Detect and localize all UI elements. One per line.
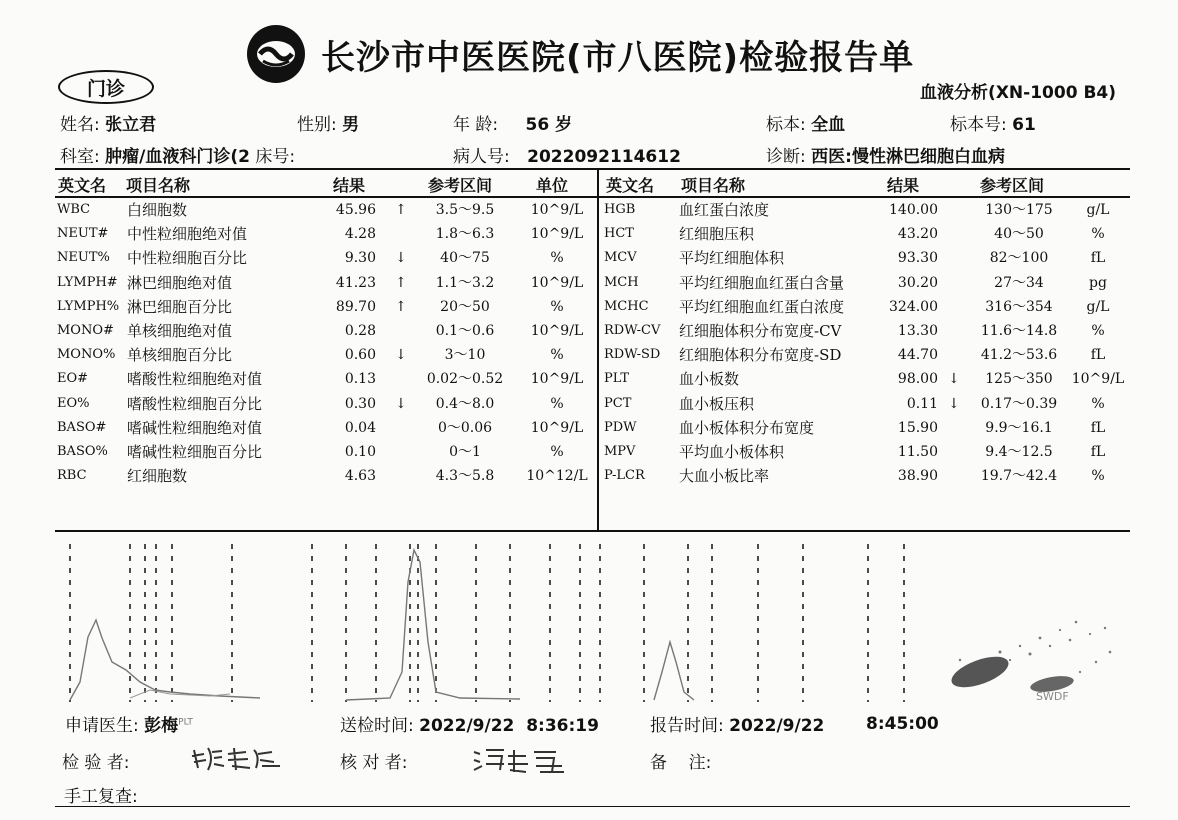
results_right-row-result: 38.90 — [897, 468, 938, 485]
results_left-row-unit: 10^9/L — [530, 371, 584, 388]
plt-histogram — [598, 542, 888, 704]
results_left-row-name: 淋巴细胞绝对值 — [127, 273, 233, 292]
results_left-row-code: MONO% — [57, 347, 116, 363]
results_left-row-unit: % — [550, 395, 564, 412]
results_right-row-result: 13.30 — [897, 323, 938, 339]
results_right-row-code: PLT — [604, 371, 629, 387]
patient-no: 2022092114612 — [527, 147, 681, 167]
results_right-row-code: HGB — [604, 202, 636, 217]
results_right-row-ref: 41.2～53.6 — [980, 347, 1058, 364]
results_right-row-unit: 10^9/L — [1071, 371, 1125, 388]
right-header-ref: 参考区间 — [980, 176, 1045, 195]
left-header-ref: 参考区间 — [428, 176, 493, 195]
results_right-row-ref: 130～175 — [985, 202, 1053, 218]
results_right-row-ref: 19.7～42.4 — [980, 468, 1058, 485]
footer-rule — [55, 806, 1130, 807]
results_left-row-code: WBC — [57, 202, 91, 217]
sex-label: 性别: — [297, 115, 337, 135]
results_left-row-unit: 10^9/L — [530, 323, 584, 339]
results_right-row-unit: g/L — [1086, 202, 1110, 218]
results_right-row-name: 血小板体积分布宽度 — [679, 418, 815, 437]
results_right-row-result: 11.50 — [897, 444, 938, 460]
right-header-name: 项目名称 — [681, 176, 746, 195]
results_left-row-result: 41.23 — [335, 274, 376, 291]
swdf-scatter — [900, 542, 1130, 704]
results_left-row-ref: 0～1 — [449, 444, 481, 460]
results_right-row-name: 平均红细胞血红蛋白含量 — [679, 273, 845, 292]
results_left-row-result: 0.13 — [344, 371, 376, 388]
results_left-row-flag: ↓ — [395, 395, 407, 412]
results_right-row-ref: 9.9～16.1 — [985, 419, 1053, 436]
sex-field — [297, 110, 359, 135]
results_left-row-result: 4.63 — [344, 468, 376, 485]
results_right-row-result: 44.70 — [897, 347, 938, 364]
results_right-row-ref: 316～354 — [985, 298, 1053, 315]
results_right-row-name: 血小板压积 — [679, 394, 755, 413]
inspector-label: 检 验 者: — [62, 753, 130, 773]
report-clock-field — [866, 714, 939, 734]
left-header-result: 结果 — [333, 176, 366, 195]
right-header-code: 英文名 — [606, 176, 655, 195]
report-time-field — [650, 711, 824, 736]
results_right-row-result: 93.30 — [897, 250, 938, 267]
results_right-row-name: 红细胞压积 — [679, 225, 755, 244]
results_right-row-result: 43.20 — [897, 226, 938, 243]
left-header-unit: 单位 — [536, 176, 569, 195]
results_right-row-ref: 0.17～0.39 — [980, 395, 1058, 412]
send-time: 2022/9/22 8:36:19 — [419, 716, 599, 736]
results_left-row-name: 嗜碱性粒细胞百分比 — [127, 443, 263, 461]
results_right-row-ref: 125～350 — [985, 371, 1053, 388]
results_right-row-result: 30.20 — [897, 274, 938, 291]
results_left-row-code: NEUT% — [57, 250, 110, 266]
results_left-row-name: 嗜碱性粒细胞绝对值 — [127, 418, 263, 437]
results_left-row-unit: 10^9/L — [530, 226, 584, 243]
note-label: 备 注: — [650, 753, 712, 773]
results_right-row-code: RDW-CV — [604, 323, 661, 338]
results_left-row-unit: 10^12/L — [526, 468, 588, 485]
clinic-type-stamp: 门诊 — [58, 70, 154, 104]
age-field — [453, 110, 572, 135]
patient-dept: 肿瘤/血液科门诊(2 — [105, 147, 250, 167]
specimen-label: 标本: — [766, 115, 806, 135]
results_right-row-code: HCT — [604, 226, 634, 242]
diagnosis-field — [766, 142, 1005, 167]
results_left-row-result: 4.28 — [344, 226, 376, 243]
name-field — [60, 110, 156, 135]
results_right-row-code: PDW — [604, 419, 637, 435]
patient-age: 56 岁 — [525, 115, 573, 135]
results_left-row-name: 红细胞数 — [127, 467, 188, 486]
results_right-row-result: 324.00 — [889, 298, 938, 315]
send-time-field — [340, 711, 599, 736]
results_left-row-result: 89.70 — [335, 298, 376, 315]
age-label: 年 龄: — [453, 115, 499, 135]
results_right-row-result: 140.00 — [889, 202, 938, 218]
results_right-row-unit: g/L — [1086, 298, 1110, 315]
results_right-row-ref: 40～50 — [994, 226, 1044, 243]
results_right-row-code: MCH — [604, 274, 639, 290]
results_left-row-flag: ↑ — [395, 202, 407, 218]
results_right-row-name: 平均红细胞血红蛋白浓度 — [679, 297, 845, 316]
wbc-histogram — [60, 542, 330, 704]
patient-no-label: 病人号: — [453, 147, 510, 167]
doctor-label: 申请医生: — [65, 716, 139, 736]
results_left-row-unit: % — [550, 347, 564, 364]
results_right-row-unit: pg — [1089, 274, 1107, 291]
results_right-row-ref: 9.4～12.5 — [985, 444, 1053, 460]
results_right-row-code: RDW-SD — [604, 347, 661, 363]
results_left-row-flag: ↑ — [395, 274, 407, 291]
results_left-row-code: BASO# — [57, 419, 107, 435]
results_left-row-name: 中性粒细胞百分比 — [127, 249, 248, 268]
results_right-row-unit: fL — [1090, 444, 1106, 460]
results_right-row-result: 15.90 — [897, 419, 938, 436]
results_left-row-name: 单核细胞百分比 — [127, 346, 233, 365]
results_right-row-ref: 82～100 — [989, 250, 1049, 267]
results_left-row-code: BASO% — [57, 444, 108, 459]
report-title: 长沙市中医医院(市八医院)检验报告单 — [321, 37, 915, 78]
results_left-row-ref: 1.8～6.3 — [435, 226, 495, 243]
results_right-row-unit: % — [1091, 395, 1105, 412]
results_left-row-ref: 3.5～9.5 — [435, 202, 495, 218]
results_left-row-result: 9.30 — [344, 250, 376, 267]
results_left-row-result: 0.30 — [344, 395, 376, 412]
results_left-row-code: MONO# — [57, 323, 114, 338]
results_left-row-unit: % — [550, 250, 564, 267]
patient-sex: 男 — [342, 115, 360, 135]
manual-review-label: 手工复查: — [64, 787, 138, 807]
results_left-row-ref: 0～0.06 — [437, 419, 493, 436]
results_right-row-code: MPV — [604, 444, 636, 459]
results_right-row-ref: 27～34 — [994, 274, 1044, 291]
report-header — [245, 22, 914, 86]
results_left-row-result: 0.28 — [344, 323, 376, 339]
results_right-row-name: 平均血小板体积 — [679, 443, 785, 461]
results_left-row-ref: 1.1～3.2 — [435, 274, 495, 291]
right-header-result: 结果 — [887, 176, 920, 195]
inspector-signature — [188, 742, 288, 774]
left-header-code: 英文名 — [58, 176, 107, 195]
results_left-row-flag: ↓ — [395, 347, 407, 364]
rbc-histogram — [340, 542, 590, 704]
results_left-row-code: EO% — [57, 395, 90, 411]
patient-name: 张立君 — [105, 115, 157, 135]
results_right-row-unit: % — [1091, 468, 1105, 485]
send-time-label: 送检时间: — [340, 716, 414, 736]
results_right-row-unit: % — [1091, 226, 1105, 243]
results_left-row-code: LYMPH% — [57, 298, 120, 314]
diagnosis-label: 诊断: — [766, 147, 806, 167]
results_right-row-code: MCV — [604, 250, 637, 266]
results_left-row-ref: 3～10 — [444, 347, 486, 364]
results_right-row-unit: % — [1091, 323, 1105, 339]
report-clock: 8:45:00 — [866, 714, 939, 734]
results_right-row-name: 大血小板比率 — [679, 467, 770, 486]
analyzer-name: 血液分析(XN-1000 B4) — [920, 83, 1116, 103]
results_right-row-name: 血红蛋白浓度 — [679, 201, 770, 219]
doctor-field — [65, 711, 193, 736]
results_left-row-unit: 10^9/L — [530, 202, 584, 218]
dept-field — [60, 142, 295, 167]
results_right-row-name: 血小板数 — [679, 370, 740, 389]
results_right-row-flag: ↓ — [948, 371, 960, 388]
results_left-row-unit: % — [550, 298, 564, 315]
results_left-row-code: EO# — [57, 371, 89, 387]
results_left-row-ref: 0.1～0.6 — [435, 323, 495, 339]
dept-label: 科室: — [60, 147, 100, 167]
results_left-row-name: 白细胞数 — [127, 201, 188, 219]
bed-label: 床号: — [255, 147, 296, 167]
results_left-row-flag: ↑ — [395, 298, 407, 315]
report-date: 2022/9/22 — [729, 716, 825, 736]
results_left-row-result: 0.04 — [344, 419, 376, 436]
results_right-row-code: P-LCR — [604, 468, 645, 484]
results_left-row-name: 单核细胞绝对值 — [127, 322, 233, 340]
results_left-row-result: 0.10 — [344, 444, 376, 460]
results_right-row-flag: ↓ — [948, 395, 960, 412]
results_right-row-unit: fL — [1090, 419, 1106, 436]
hospital-logo — [245, 23, 307, 85]
checker-signature — [470, 744, 570, 776]
results_right-row-result: 98.00 — [897, 371, 938, 388]
results_left-row-name: 嗜酸性粒细胞百分比 — [127, 394, 263, 413]
results_left-row-result: 0.60 — [344, 347, 376, 364]
results_right-row-unit: fL — [1090, 347, 1106, 364]
results_left-row-ref: 0.4～8.0 — [435, 395, 495, 412]
results_left-row-ref: 4.3～5.8 — [435, 468, 495, 485]
results_left-row-code: RBC — [57, 468, 87, 484]
results_left-row-result: 45.96 — [335, 202, 376, 218]
table-bottom-rule — [55, 530, 1130, 532]
results_right-row-ref: 11.6～14.8 — [980, 323, 1058, 339]
diagnosis: 西医:慢性淋巴细胞白血病 — [811, 147, 1005, 167]
results_right-row-code: PCT — [604, 395, 632, 411]
results_right-row-code: MCHC — [604, 298, 649, 314]
name-label: 姓名: — [60, 115, 100, 135]
results_left-row-unit: 10^9/L — [530, 419, 584, 436]
results_left-row-name: 嗜酸性粒细胞绝对值 — [127, 370, 263, 389]
results_right-row-name: 红细胞体积分布宽度-SD — [679, 346, 842, 365]
results_left-row-flag: ↓ — [395, 250, 407, 267]
results_right-row-result: 0.11 — [906, 395, 938, 412]
results_left-row-code: NEUT# — [57, 226, 109, 242]
results_right-row-unit: fL — [1090, 250, 1106, 267]
checker-label: 核 对 者: — [340, 753, 408, 773]
specimen-type: 全血 — [811, 115, 846, 135]
results_left-row-ref: 0.02～0.52 — [426, 371, 504, 388]
results_right-row-name: 平均红细胞体积 — [679, 249, 785, 268]
doctor-name: 彭梅 — [144, 716, 179, 736]
patient-no-field — [453, 142, 681, 167]
specimen-no-label: 标本号: — [950, 115, 1007, 135]
results_left-row-name: 中性粒细胞绝对值 — [127, 225, 248, 244]
table-top-rule — [55, 168, 1130, 170]
table-header-rule — [55, 196, 1130, 198]
plt-axis-label: PLT — [178, 717, 193, 728]
results_left-row-unit: % — [550, 444, 564, 460]
specimen-field — [766, 110, 845, 135]
table-center-divider — [597, 168, 599, 530]
left-header-name: 项目名称 — [126, 176, 191, 195]
specimen-no-field — [950, 110, 1036, 135]
results_left-row-ref: 20～50 — [440, 298, 490, 315]
results_left-row-ref: 40～75 — [440, 250, 490, 267]
report-time-label: 报告时间: — [650, 716, 724, 736]
results_right-row-name: 红细胞体积分布宽度-CV — [679, 322, 842, 340]
swdf-label: SWDF — [1036, 690, 1069, 703]
results_left-row-unit: 10^9/L — [530, 274, 584, 291]
specimen-no: 61 — [1012, 115, 1036, 135]
results_left-row-code: LYMPH# — [57, 274, 118, 290]
results_left-row-name: 淋巴细胞百分比 — [127, 297, 233, 316]
